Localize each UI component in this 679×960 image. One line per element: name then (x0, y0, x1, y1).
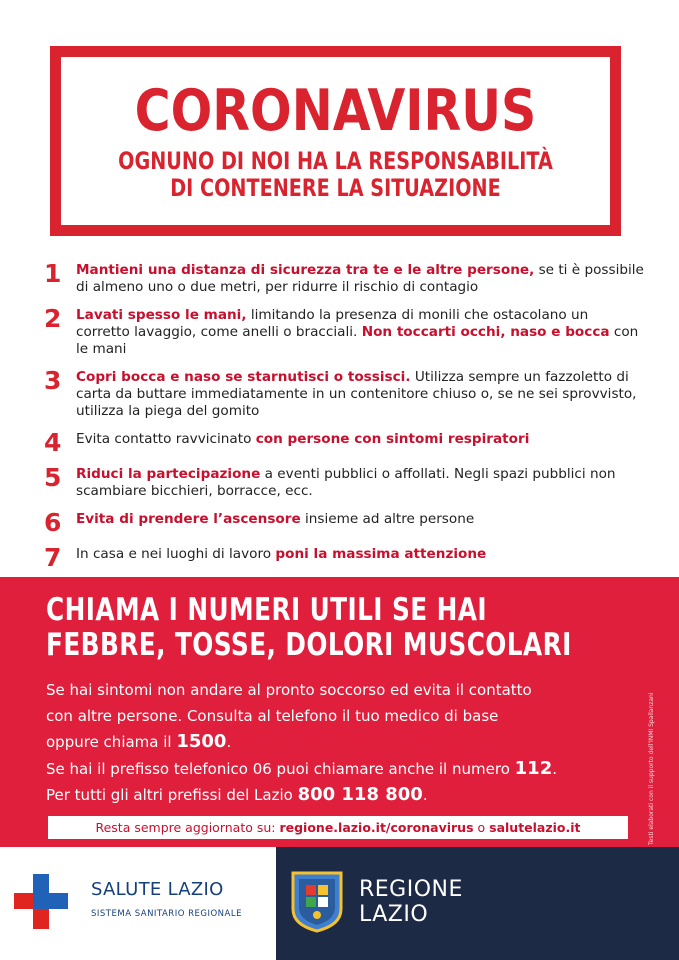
rule-item-3 (44, 366, 644, 420)
rule-item-2 (44, 304, 644, 358)
band-paragraph (46, 678, 557, 809)
lazio-word: LAZIO (359, 902, 429, 927)
salute-lazio-sub: SISTEMA SANITARIO REGIONALE (91, 909, 242, 919)
rule-number: 4 (44, 428, 62, 457)
cta-mid: o (473, 820, 490, 835)
band-text: oppure chiama il (46, 733, 177, 751)
cross-icon-red (14, 893, 33, 909)
rule-item-5 (44, 463, 644, 500)
headline-title: CORONAVIRUS (134, 78, 537, 144)
rule-number: 6 (44, 508, 62, 537)
rule-number: 2 (44, 304, 62, 333)
rule-highlight: Copri bocca e naso se starnutisci o tossisci. (76, 369, 411, 385)
rule-highlight: con persone con sintomi respiratori (255, 431, 530, 447)
rule-highlight: Riduci la partecipazione (76, 466, 261, 482)
phone-1500: 1500 (176, 731, 227, 752)
band-line-3 (46, 729, 557, 756)
rule-item-7 (44, 543, 644, 572)
band-text: . (226, 733, 232, 751)
regione-word: REGIONE (359, 877, 463, 902)
band-text: . (552, 759, 557, 778)
stay-updated-bar (48, 816, 628, 839)
rule-highlight: Evita di prendere l’ascensore (76, 511, 301, 527)
cta-prefix: Resta sempre aggiornato su: (95, 820, 280, 835)
rule-text (76, 369, 644, 420)
credit-text: Testi elaborati con il supporto dell'INMI Spallanzani (648, 692, 655, 845)
rule-body: con le mani (76, 324, 639, 357)
rule-text (76, 307, 644, 358)
headline-box (50, 46, 621, 236)
cross-icon-red-bottom (33, 909, 49, 929)
footer (0, 847, 679, 960)
rule-text (76, 431, 529, 448)
rule-text (76, 546, 486, 563)
band-text: . (422, 786, 428, 804)
rule-body: se ti è possibile di almeno uno o due metri, per ridurre il rischio di contagio (76, 262, 644, 295)
band-text: Se hai il prefisso telefonico 06 puoi chiamare anche il numero (46, 759, 515, 778)
rule-highlight: poni la massima attenzione (275, 546, 487, 562)
rule-text (76, 262, 644, 296)
salute-lazio-logo (0, 847, 276, 960)
rules-list (44, 259, 644, 581)
rule-body: Utilizza sempre un fazzoletto di carta da buttare immediatamente in un contenitore chiuso o, se ne sei sprovvisto, utilizza la piega del gomito (76, 369, 637, 419)
rule-highlight: Mantieni una distanza di sicurezza tra te e le altre persone, (76, 262, 535, 278)
crest-icon (289, 869, 345, 933)
subtitle-line-1: OGNUNO DI NOI HA LA RESPONSABILITÀ (118, 147, 553, 175)
subtitle-line-2: DI CONTENERE LA SITUAZIONE (170, 174, 501, 202)
band-line-5 (46, 782, 557, 809)
rule-item-4 (44, 428, 644, 457)
rule-number: 3 (44, 366, 62, 395)
phone-800: 800 118 800 (297, 784, 423, 805)
regione-lazio-link[interactable]: regione.lazio.it/coronavirus (279, 820, 474, 835)
rule-body: limitando la presenza di monili che ostacolano un corretto lavaggio, come anelli o bracciali. (76, 307, 589, 340)
band-title-line-1: CHIAMA I NUMERI UTILI SE HAI (46, 592, 487, 628)
rule-body: Evita contatto ravvicinato (76, 431, 256, 447)
band-title (46, 593, 572, 663)
rule-text (76, 511, 474, 528)
rule-item-1 (44, 259, 644, 296)
rule-highlight: Lavati spesso le mani, (76, 307, 247, 323)
band-line-2: con altre persone. Consulta al telefono il tuo medico di base (46, 706, 499, 725)
band-title-line-2: FEBBRE, TOSSE, DOLORI MUSCOLARI (46, 627, 572, 663)
band-text: Per tutti gli altri prefissi del Lazio (46, 786, 298, 804)
rule-number: 5 (44, 463, 62, 492)
salute-lazio-name: SALUTE LAZIO (91, 879, 224, 900)
salutelazio-link[interactable]: salutelazio.it (489, 820, 581, 835)
rule-number: 7 (44, 543, 62, 572)
regione-lazio-name (359, 877, 463, 927)
rule-body: insieme ad altre persone (300, 511, 475, 527)
rule-body: a eventi pubblici o affollati. Negli spazi pubblici non scambiare bicchieri, borracce, ecc. (76, 466, 616, 499)
phone-112: 112 (514, 757, 553, 779)
call-numbers-band (0, 577, 679, 847)
rule-body: In casa e nei luoghi di lavoro (76, 546, 276, 562)
band-line-1: Se hai sintomi non andare al pronto soccorso ed evita il contatto (46, 681, 532, 699)
rule-highlight: Non toccarti occhi, naso e bocca (361, 324, 610, 340)
rule-number: 1 (44, 259, 62, 288)
band-line-4 (46, 756, 557, 783)
rule-item-6 (44, 508, 644, 537)
rule-text (76, 466, 644, 500)
headline-subtitle (116, 148, 555, 202)
